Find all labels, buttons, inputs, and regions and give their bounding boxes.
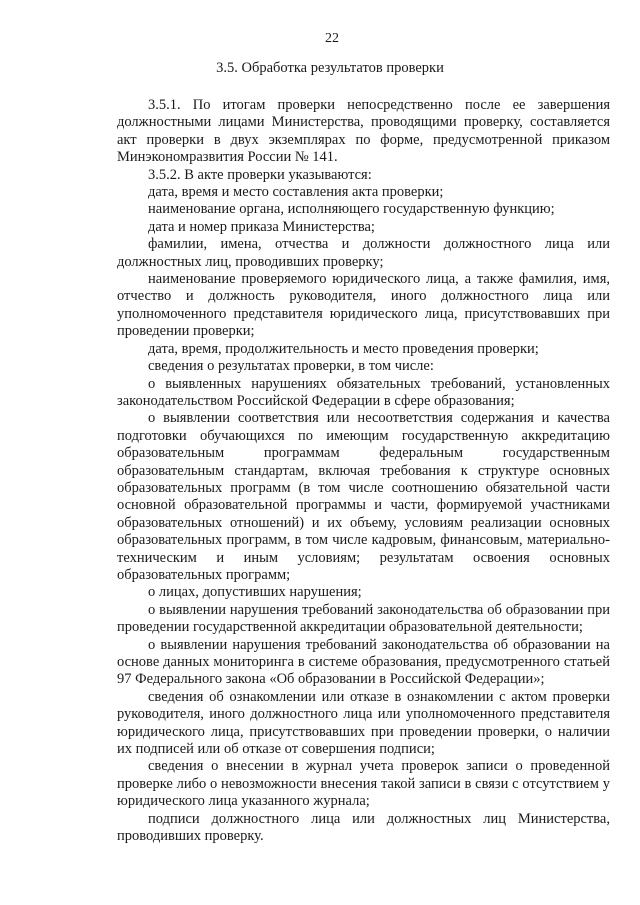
paragraph: о лицах, допустивших нарушения; bbox=[148, 584, 362, 601]
paragraph: о выявлении соответствия или несоответствия содержания и качества подготовки обучающихся по имеющим государственную аккредитацию образовательным программам федеральным государственным образовательным стандартам, включая требования к структуре основных образовательных программ (в том числе соотношению обязательной части основной образовательной программы и части, формируемой участниками образовательных отношений) и их объему, условиям реализации основных образовательных программ, в том числе кадровым, финансовым, материально-техническим и иным условиям; результатам освоения основных образовательных программ; bbox=[117, 410, 610, 583]
page-number: 22 bbox=[325, 31, 339, 46]
paragraph: дата, время и место составления акта проверки; bbox=[148, 184, 444, 201]
paragraph: дата и номер приказа Министерства; bbox=[148, 218, 375, 235]
paragraph: дата, время, продолжительность и место проведения проверки; bbox=[148, 340, 539, 357]
paragraph: 3.5.1. По итогам проверки непосредственно после ее завершения должностными лицами Министерства, проводящими проверку, составляется акт проверки в двух экземплярах по форме, предусмотренной приказом Минэкономразвития России № 141. bbox=[117, 97, 610, 166]
paragraph: сведения о результатах проверки, в том числе: bbox=[148, 358, 434, 375]
paragraph: о выявлении нарушения требований законодательства об образовании на основе данных мониторинга в системе образования, предусмотренного статьей 97 Федерального закона «Об образовании в Российской Федерации»; bbox=[117, 636, 610, 688]
document-body bbox=[117, 97, 610, 845]
section-title: 3.5. Обработка результатов проверки bbox=[216, 60, 444, 76]
paragraph: 3.5.2. В акте проверки указываются: bbox=[148, 166, 372, 183]
paragraph: наименование проверяемого юридического лица, а также фамилия, имя, отчество и должность руководителя, иного должностного лица или уполномоченного представителя юридического лица, присутствовавших при проведении проверки; bbox=[117, 271, 610, 340]
paragraph: о выявленных нарушениях обязательных требований, установленных законодательством Российской Федерации в сфере образования; bbox=[117, 375, 610, 409]
paragraph: сведения о внесении в журнал учета проверок записи о проведенной проверке либо о невозможности внесения такой записи в связи с отсутствием у юридического лица указанного журнала; bbox=[117, 758, 610, 810]
paragraph: подписи должностного лица или должностных лиц Министерства, проводивших проверку. bbox=[117, 810, 610, 845]
paragraph: наименование органа, исполняющего государственную функцию; bbox=[148, 201, 555, 218]
paragraph: фамилии, имена, отчества и должности должностного лица или должностных лиц, проводивших проверку; bbox=[117, 236, 610, 270]
paragraph: сведения об ознакомлении или отказе в ознакомлении с актом проверки руководителя, иного должностного лица или уполномоченного представителя юридического лица, присутствовавших при проведении проверки, о наличии их подписей или об отказе от совершения подписи; bbox=[117, 688, 610, 758]
paragraph: о выявлении нарушения требований законодательства об образовании при проведении государственной аккредитации образовательной деятельности; bbox=[117, 601, 610, 636]
